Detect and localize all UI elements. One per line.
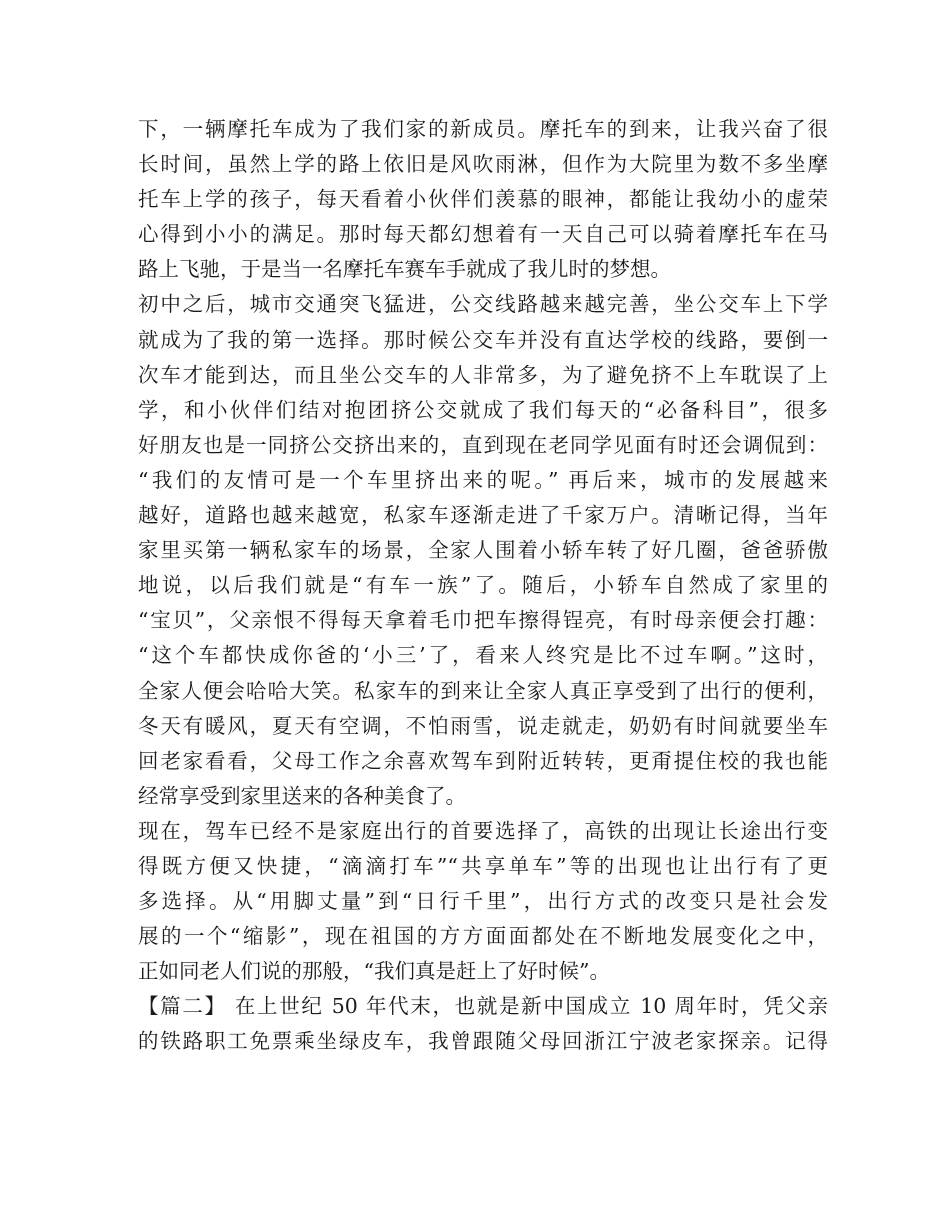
text-line: 经常享受到家里送来的各种美食了。 xyxy=(138,783,466,808)
text-line: 托车上学的孩子，每天看着小伙伴们羡慕的眼神，都能让我幼小的虚荣 xyxy=(138,187,828,212)
text-line: 初中之后，城市交通突飞猛进，公交线路越来越完善，坐公交车上下学 xyxy=(138,292,828,317)
text-line: 冬天有暖风，夏天有空调，不怕雨雪，说走就走，奶奶有时间就要坐车 xyxy=(138,713,828,738)
text-line: 好朋友也是一同挤公交挤出来的，直到现在老同学见面有时还会调侃到： xyxy=(138,432,828,457)
text-line: 【篇二】 在上世纪 50 年代末，也就是新中国成立 10 周年时，凭父亲 xyxy=(138,994,828,1019)
text-line: 学，和小伙伴们结对抱团挤公交就成了我们每天的“必备科目”，很多 xyxy=(138,397,828,422)
text-line: “宝贝”，父亲恨不得每天拿着毛巾把车擦得锃亮，有时母亲便会打趣： xyxy=(138,608,828,633)
text-line: 的铁路职工免票乘坐绿皮车，我曾跟随父母回浙江宁波老家探亲。记得 xyxy=(138,1029,828,1054)
text-line: 就成为了我的第一选择。那时候公交车并没有直达学校的线路，要倒一 xyxy=(138,327,828,352)
text-line: 展的一个“缩影”，现在祖国的方方面面都处在不断地发展变化之中， xyxy=(138,924,828,949)
text-line: 越好，道路也越来越宽，私家车逐渐走进了千家万户。清晰记得，当年 xyxy=(138,503,828,528)
text-line: 多选择。从“用脚丈量”到“日行千里”，出行方式的改变只是社会发 xyxy=(138,889,828,914)
text-line: 地说，以后我们就是“有车一族”了。随后，小轿车自然成了家里的 xyxy=(138,573,828,598)
text-line: “我们的友情可是一个车里挤出来的呢。” 再后来，城市的发展越来 xyxy=(138,467,828,492)
text-line: 下，一辆摩托车成为了我们家的新成员。摩托车的到来，让我兴奋了很 xyxy=(138,117,828,141)
text-line: 正如同老人们说的那般，“我们真是赶上了好时候”。 xyxy=(138,959,610,984)
text-line: 长时间，虽然上学的路上依旧是风吹雨淋，但作为大院里为数不多坐摩 xyxy=(138,152,828,177)
text-line: 全家人便会哈哈大笑。私家车的到来让全家人真正享受到了出行的便利， xyxy=(138,678,828,703)
text-line: 路上飞驰，于是当一名摩托车赛车手就成了我儿时的梦想。 xyxy=(138,257,671,282)
text-line: 现在，驾车已经不是家庭出行的首要选择了，高铁的出现让长途出行变 xyxy=(138,818,828,843)
text-line: 回老家看看，父母工作之余喜欢驾车到附近转转，更甭提住校的我也能 xyxy=(138,748,828,773)
text-line: 得既方便又快捷，“滴滴打车”“共享单车”等的出现也让出行有了更 xyxy=(138,853,828,878)
text-line: 次车才能到达，而且坐公交车的人非常多，为了避免挤不上车耽误了上 xyxy=(138,362,828,387)
text-line: 家里买第一辆私家车的场景，全家人围着小轿车转了好几圈，爸爸骄傲 xyxy=(138,538,828,563)
text-line: 心得到小小的满足。那时每天都幻想着有一天自己可以骑着摩托车在马 xyxy=(138,222,828,247)
body-text xyxy=(138,112,828,1060)
text-line: “这个车都快成你爸的‘小三’了，看来人终究是比不过车啊。”这时， xyxy=(138,643,828,668)
